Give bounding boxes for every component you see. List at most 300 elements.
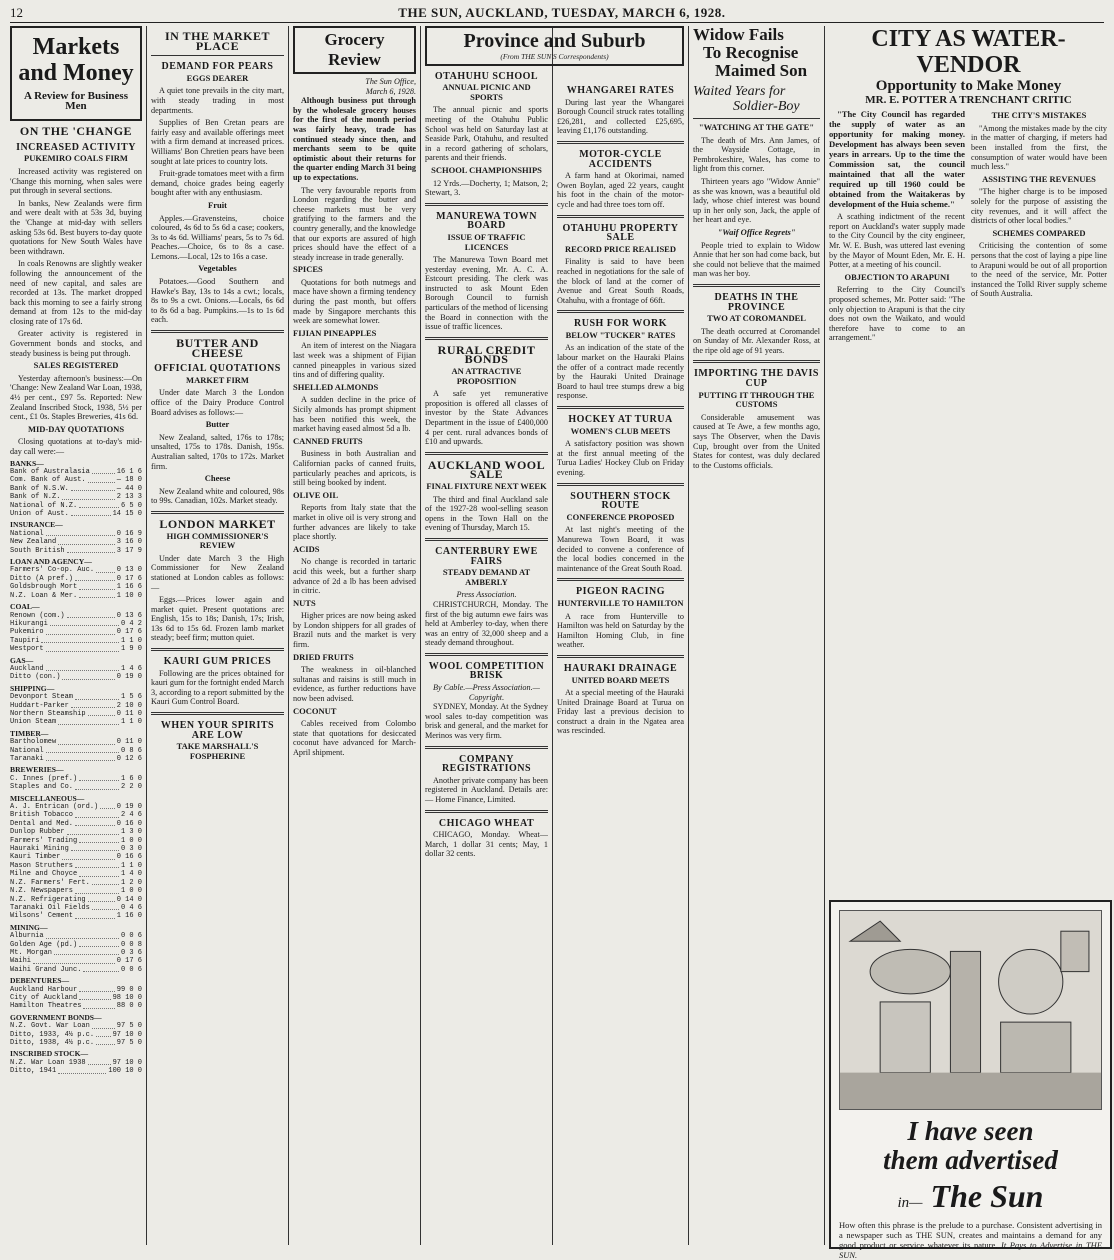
article-subheading: THE CITY'S MISTAKES bbox=[991, 110, 1087, 121]
quote-row bbox=[10, 1002, 142, 1010]
paragraph: The weakness in oil-blanched sultanas and raisins is still much in evidence, as further reductions have now been advised. bbox=[293, 665, 416, 704]
quote-value: 0 17 6 bbox=[116, 957, 142, 966]
article-heading: CHICAGO WHEAT bbox=[438, 817, 535, 829]
article-subheading: FINAL FIXTURE NEXT WEEK bbox=[426, 480, 547, 491]
paragraph: A satisfactory position was shown at the first annual meeting of the Turua Ladies' Hockey Club on Friday evening. bbox=[557, 439, 684, 477]
grocery-headline-box bbox=[293, 26, 416, 74]
article-heading: KAURI GUM PRICES bbox=[163, 656, 272, 668]
quote-value: 99 0 0 bbox=[116, 985, 142, 994]
article-heading: OTAHUHU SCHOOL bbox=[434, 70, 539, 82]
province-subtitle: (From THE SUN'S Correspondents) bbox=[500, 52, 609, 61]
results-heading: SCHOOL CHAMPIONSHIPS bbox=[431, 164, 542, 175]
almonds-heading: SHELLED ALMONDS bbox=[293, 381, 379, 392]
article-heading: CANTERBURY EWE FAIRS bbox=[435, 545, 538, 567]
quote-row bbox=[10, 966, 142, 974]
quote-row bbox=[10, 476, 142, 484]
quote-value: 0 16 9 bbox=[116, 529, 142, 538]
quote-value: 1 3 0 bbox=[120, 828, 142, 837]
quote-row bbox=[10, 583, 142, 591]
quote-row bbox=[10, 566, 142, 574]
paragraph: A race from Hunterville to Hamilton was held on Saturday by the Hamilton Homing Club, in fine weather. bbox=[557, 611, 684, 650]
quote-section-heading: MISCELLANEOUS— bbox=[10, 793, 85, 803]
spices-heading: SPICES bbox=[293, 264, 323, 275]
quote-row bbox=[10, 493, 142, 501]
article-subheading: MARKET FIRM bbox=[186, 374, 249, 385]
quote-name: N.Z. Govt. War Loan bbox=[10, 1022, 90, 1031]
article-heading: MOTOR-CYCLE ACCIDENTS bbox=[579, 148, 662, 170]
paragraph: Under date March 3 the London office of the Dairy Produce Control Board advises as follows:— bbox=[151, 388, 284, 417]
quote-row bbox=[10, 1031, 142, 1039]
quote-name: Taranaki Oil Fields bbox=[10, 903, 90, 912]
water-subtitle: Opportunity to Make Money bbox=[875, 78, 1062, 94]
quote-section-heading: BANKS— bbox=[10, 458, 44, 468]
quote-value: 1 5 6 bbox=[120, 693, 142, 702]
quote-value: 0 17 6 bbox=[116, 628, 142, 637]
article-subheading: "Waif Office Regrets" bbox=[717, 226, 796, 237]
quote-name: Golden Age (pd.) bbox=[10, 940, 78, 949]
article-heading: WHEN YOUR SPIRITS ARE LOW bbox=[160, 720, 275, 741]
article-heading: HOCKEY AT TURUA bbox=[568, 414, 673, 426]
article-heading: LONDON MARKET bbox=[159, 516, 276, 531]
paragraph: CHICAGO, Monday. Wheat—March, 1 dollar 31 cents; May, 1 dollar 32 cents. bbox=[425, 830, 548, 859]
quote-row bbox=[10, 1022, 142, 1030]
quote-name: South British bbox=[10, 546, 65, 555]
quote-row bbox=[10, 986, 142, 994]
quote-name: Farmers' Co-op. Auc. bbox=[10, 566, 95, 575]
quote-section-heading: INSCRIBED STOCK— bbox=[10, 1049, 89, 1059]
quote-value: 16 1 6 bbox=[116, 468, 142, 476]
quote-value: 0 3 0 bbox=[120, 845, 142, 854]
quote-name: Kauri Timber bbox=[10, 853, 61, 862]
quote-value: 0 13 0 bbox=[116, 566, 142, 575]
quote-row bbox=[10, 949, 142, 957]
quote-name: National bbox=[10, 529, 44, 538]
quote-name: British Tobacco bbox=[10, 811, 74, 820]
olive-oil-heading: OLIVE OIL bbox=[293, 489, 339, 500]
quote-value: 1 9 0 bbox=[120, 645, 142, 654]
page-number-right bbox=[1101, 5, 1104, 21]
article-subheading: CONFERENCE PROPOSED bbox=[566, 511, 675, 522]
quote-value: 14 15 0 bbox=[112, 510, 142, 519]
quote-value: 6 5 0 bbox=[120, 501, 142, 510]
paragraph: Reports from Italy state that the market in olive oil is very strong and further advances are likely to take place shortly. bbox=[293, 503, 416, 542]
quote-name: Hamilton Theatres bbox=[10, 1002, 82, 1011]
byline: The Sun Office, bbox=[365, 77, 416, 86]
pineapples-heading: FIJIAN PINEAPPLES bbox=[293, 327, 377, 338]
article-subheading: ISSUE OF TRAFFIC LICENCES bbox=[447, 231, 526, 252]
sun-advertisement[interactable] bbox=[829, 900, 1112, 1260]
acids-heading: ACIDS bbox=[293, 543, 320, 554]
quote-section-heading: DEBENTURES— bbox=[10, 976, 70, 986]
quote-name: Com. Bank of Aust. bbox=[10, 476, 86, 485]
page-number: 12 bbox=[10, 5, 23, 20]
column-rule bbox=[688, 26, 689, 1245]
dried-fruits-heading: DRIED FRUITS bbox=[293, 651, 354, 662]
quote-row bbox=[10, 896, 142, 904]
quote-name: Bank of N.Z. bbox=[10, 493, 61, 502]
article-subheading: RECORD PRICE REALISED bbox=[565, 243, 676, 254]
paragraph: Referring to the City Council's proposed schemes, Mr. Potter said: "The only objection to Arapuni is that the city does not own the Waikato, and would therefore have to come to an arrangement." bbox=[829, 285, 965, 343]
article-subheading: HIGH COMMISSIONER'S REVIEW bbox=[166, 530, 269, 551]
paragraph: A sudden decline in the price of Sicily almonds has prompt shipment has been notified this week, the market having eased almost 5d a lb. bbox=[293, 395, 416, 434]
quote-value: 0 19 0 bbox=[116, 673, 142, 682]
quote-row bbox=[10, 612, 142, 620]
column-rule bbox=[552, 26, 553, 1245]
article-subheading: PUTTING IT THROUGH THE CUSTOMS bbox=[698, 389, 815, 410]
paragraph: A scathing indictment of the recent report on Auckland's water supply made to the City Council by the city engineer, Mr. W. E. Bush, was uttered last evening by the Mayor of Mount Eden, Mr. E. H. Potter, at a meeting of his council. bbox=[829, 212, 965, 270]
sales-heading: SALES REGISTERED bbox=[33, 360, 119, 371]
quote-section-heading: GOVERNMENT BONDS— bbox=[10, 1012, 102, 1022]
quote-value: 0 4 2 bbox=[120, 619, 142, 628]
paragraph: Increased activity was registered on 'Change this morning, when sales were put through in several sections. bbox=[10, 166, 142, 196]
quote-row bbox=[10, 862, 142, 870]
market-place-column bbox=[151, 26, 284, 1245]
quote-row bbox=[10, 887, 142, 895]
quote-name: Alburnia bbox=[10, 932, 44, 941]
quote-name: National of N.Z. bbox=[10, 501, 78, 510]
quote-row bbox=[10, 718, 142, 726]
quote-name: Dunlop Rubber bbox=[10, 828, 65, 837]
quote-row bbox=[10, 665, 142, 673]
quote-row bbox=[10, 828, 142, 836]
paragraph: Under date March 3 the High Commissioner for New Zealand stationed at London cables as follows:— bbox=[151, 553, 284, 592]
quote-row bbox=[10, 912, 142, 920]
quote-section-heading: BREWERIES— bbox=[10, 765, 64, 775]
paragraph: The annual picnic and sports meeting of the Otahuhu Public School was held on Saturday last at Seaside Park, Otahuhu, and resulted in a record gathering of scholars, parents and their friends. bbox=[425, 105, 548, 163]
paragraph: Criticising the contention of some persons that the cost of laying a pipe line to Arapuni would be out of all proportion to the need of the service, Mr. Potter instanced the Tolkl River supply scheme of South Australia. bbox=[971, 241, 1107, 299]
paragraph: Following are the prices obtained for kauri gum for the fortnight ended March 3, according to a report submitted by the Kauri Gum Control Board. bbox=[151, 668, 284, 707]
quote-name: New Zealand bbox=[10, 538, 57, 547]
paragraph: A quiet tone prevails in the city mart, with steady trading in most departments. bbox=[151, 86, 284, 115]
quote-name: Dental and Med. bbox=[10, 819, 74, 828]
quote-row bbox=[10, 811, 142, 819]
quote-row bbox=[10, 673, 142, 681]
quote-name: Mt. Morgan bbox=[10, 948, 53, 957]
quote-name: Union of Aust. bbox=[10, 510, 69, 519]
cheese-heading: Cheese bbox=[204, 473, 231, 484]
canned-fruits-heading: CANNED FRUITS bbox=[293, 435, 363, 446]
quote-row bbox=[10, 941, 142, 949]
paragraph: The very favourable reports from London regarding the butter and cheese markets must be very gratifying to the farmers and the country generally, and the knowledge that our exports are assured of high prices should have the effect of a steady increase in trade generally. bbox=[293, 185, 416, 262]
quote-name: Milne and Choyce bbox=[10, 870, 78, 879]
article-subheading: BELOW "TUCKER" RATES bbox=[565, 329, 676, 340]
quote-name: Ditto (con.) bbox=[10, 673, 61, 682]
article-subheading: HUNTERVILLE TO HAMILTON bbox=[557, 597, 684, 608]
ad-copy: How often this phrase is the prelude to a purchase. Consistent advertising in a newspaper such as THE SUN, creates and maintains a demand for any good product or service whatever its nature. It Pays to Advertise in THE SUN. bbox=[839, 1220, 1103, 1260]
paragraph: New Zealand white and coloured, 98s to 99s. Canadian, 102s. Market steady. bbox=[151, 486, 284, 506]
quote-value: 1 2 0 bbox=[120, 878, 142, 887]
quote-row bbox=[10, 994, 142, 1002]
quotations-table bbox=[10, 460, 142, 1076]
article-heading: WHANGAREI RATES bbox=[566, 85, 675, 96]
article-subheading: TWO AT COROMANDEL bbox=[707, 313, 806, 324]
quote-name: Goldsbrough Mort bbox=[10, 583, 78, 592]
paragraph: No change is recorded in tartaric acid this week, but a further sharp advance of 2d a lb has been advised in citric. bbox=[293, 557, 416, 596]
quote-name: N.Z. Refrigerating bbox=[10, 895, 86, 904]
article-heading: WOOL COMPETITION BRISK bbox=[428, 660, 545, 682]
quote-value: 2 4 6 bbox=[120, 811, 142, 820]
quote-section-heading: MINING— bbox=[10, 922, 48, 932]
quote-row bbox=[10, 538, 142, 546]
quote-row bbox=[10, 530, 142, 538]
quote-value: 1 16 6 bbox=[116, 583, 142, 592]
article-subheading: ANNUAL PICNIC AND SPORTS bbox=[442, 82, 531, 102]
article-heading: OTAHUHU PROPERTY SALE bbox=[562, 222, 679, 244]
quote-value: 0 13 6 bbox=[116, 611, 142, 620]
province-column-right bbox=[557, 80, 684, 1245]
article-heading: DEATHS IN THE PROVINCE bbox=[714, 291, 799, 313]
article-heading: AUCKLAND WOOL SALE bbox=[427, 457, 546, 482]
quote-name: Taranaki bbox=[10, 755, 44, 763]
quote-row bbox=[10, 645, 142, 653]
article-subheading: TAKE MARSHALL'S FOSPHERINE bbox=[176, 741, 259, 761]
quote-row bbox=[10, 1039, 142, 1047]
paragraph: The death occurred at Coromandel on Sunday of Mr. Alexander Ross, at the ripe old age of 91 years. bbox=[693, 326, 820, 355]
article-heading: COMPANY REGISTRATIONS bbox=[441, 753, 532, 775]
quote-name: National bbox=[10, 746, 44, 755]
province-title: Province and Suburb bbox=[463, 30, 646, 52]
column-rule bbox=[288, 26, 289, 1245]
quote-value: 0 16 0 bbox=[116, 819, 142, 828]
paragraph: "Among the mistakes made by the city in the matter of charging, if meters had been installed from the first, the consumption of water would have been much less." bbox=[971, 123, 1107, 172]
coconut-heading: COCONUT bbox=[293, 705, 337, 716]
quote-name: Farmers' Trading bbox=[10, 836, 78, 845]
quote-name: Pukemiro bbox=[10, 628, 44, 637]
paragraph: CHRISTCHURCH, Monday. The first of the big autumn ewe fairs was held at Amberley to-day, when there was an entry of 32,000 sheep and a steady demand throughout. bbox=[425, 599, 548, 648]
quote-row bbox=[10, 628, 142, 636]
quote-name: Hauraki Mining bbox=[10, 845, 69, 854]
article-heading: SOUTHERN STOCK ROUTE bbox=[570, 490, 671, 512]
markets-headline-box bbox=[10, 26, 142, 121]
quote-value: 0 11 0 bbox=[116, 709, 142, 718]
paragraph: Potatoes.—Good Southern and Hawke's Bay, 13s to 14s a cwt.; locals, 8s to 9s a cwt. Onions.—Locals, 6s 6d to 8s 6d a bag. Pumpkins.—1s to 1s 6d each. bbox=[151, 277, 284, 325]
quote-value: 0 0 6 bbox=[120, 965, 142, 974]
quote-name: Waihi Grand Junc. bbox=[10, 965, 82, 974]
paragraph: During last year the Whangarei Borough Council struck rates totalling £26,281, and collected £25,695, leaving £1,176 outstanding. bbox=[557, 97, 684, 136]
dateline: March 6, 1928. bbox=[365, 86, 416, 96]
quote-row bbox=[10, 904, 142, 912]
quote-name: Ditto, 1938, 4½ p.c. bbox=[10, 1039, 95, 1047]
quote-name: Wilsons' Cement bbox=[10, 912, 74, 921]
paragraph: Thirteen years ago "Widow Annie" as she was known, was a beautiful old lady, whose chief interest was bound up in her only son, Jack, the apple of her heart and eye. bbox=[693, 176, 820, 225]
masthead-title: THE SUN, AUCKLAND, TUESDAY, MARCH 6, 1928. bbox=[398, 5, 726, 20]
paragraph: A farm hand at Okorimai, named Owen Boylan, aged 22 years, caught his foot in the chain of the motor-cycle and had three toes torn off. bbox=[557, 171, 684, 209]
paragraph: In banks, New Zealands were firm and were dealt with at 53s 3d, buying the 'Change at mid-day with sellers asking 53s 6d. Best buyers to-day quote quotations for New South Wales have been withdrawn. bbox=[10, 198, 142, 256]
quote-value: 98 10 0 bbox=[112, 993, 142, 1002]
quote-name: Mason Struthers bbox=[10, 861, 74, 870]
quote-section-heading: SHIPPING— bbox=[10, 683, 55, 693]
quote-name: Huddart-Parker bbox=[10, 701, 69, 710]
quote-value: 0 0 6 bbox=[120, 932, 142, 941]
quote-name: Hikurangi bbox=[10, 619, 48, 628]
quote-row bbox=[10, 783, 142, 791]
widow-column bbox=[693, 26, 820, 1245]
paragraph: The third and final Auckland sale of the 1927-28 wool-selling season opens in the Town Hall on the evening of Thursday, March 15. bbox=[425, 494, 548, 533]
quote-row bbox=[10, 738, 142, 746]
quote-name: N.Z. Loan & Mer. bbox=[10, 591, 78, 600]
quote-section-heading: COAL— bbox=[10, 602, 40, 612]
quote-row bbox=[10, 803, 142, 811]
masthead bbox=[10, 4, 1104, 23]
quote-section-heading: GAS— bbox=[10, 655, 34, 665]
quote-row bbox=[10, 755, 142, 763]
quote-row bbox=[10, 957, 142, 965]
paragraph: The death of Mrs. Ann James, of the Wayside Cottage, in Pembrokeshire, Wales, has come to light from this corner. bbox=[693, 135, 820, 174]
quote-name: A. J. Entrican (ord.) bbox=[10, 803, 99, 812]
quote-name: Taupiri bbox=[10, 636, 40, 645]
paragraph: Although business put through by the wholesale grocery houses for the first of the month period was fairly heavy, trade has continued steady since then, and merchants seem to be quite optimistic about their returns for the quarter ending March 31 being up to expectations. bbox=[293, 96, 416, 182]
column-rule bbox=[824, 26, 825, 1245]
quote-value: 0 3 6 bbox=[120, 948, 142, 957]
quote-value: 97 5 0 bbox=[116, 1022, 142, 1031]
paragraph: Business in both Australian and Californian packs of canned fruits, particularly peaches and apricots, is still being booked by indent. bbox=[293, 449, 416, 488]
quote-name: Devonport Steam bbox=[10, 693, 74, 702]
paragraph: Another private company has been registered in Auckland. Details are:— Home Finance, Limited. bbox=[425, 775, 548, 804]
quote-value: 0 14 0 bbox=[116, 895, 142, 904]
article-subheading: UNITED BOARD MEETS bbox=[571, 674, 670, 685]
quote-row bbox=[10, 637, 142, 645]
paragraph: In coals Renowns are slightly weaker following the announcement of the need of new capital, and sales are recorded at 13s. The market dropped back this morning to see a fairly strong demand at from 12s to the mid-day closing rate of 17s 6d. bbox=[10, 259, 142, 326]
widow-subheadline: Waited Years for Soldier-Boy bbox=[693, 84, 800, 114]
quote-value: 0 12 6 bbox=[116, 755, 142, 763]
quote-row bbox=[10, 485, 142, 493]
article-heading: HAURAKI DRAINAGE bbox=[563, 662, 678, 674]
paragraph: Apples.—Gravensteins, choice coloured, 4s 6d to 5s 6d a case; cookers, 3s to 4s 6d. Williams' pears, 5s to 7s 6d. Peaches.—Choice, 6s to 8s a case. Lemons.—Local, 12s to 16s a case. bbox=[151, 213, 284, 261]
quote-value: 97 5 0 bbox=[116, 1039, 142, 1047]
quote-value: 1 0 0 bbox=[120, 887, 142, 896]
quote-row bbox=[10, 547, 142, 555]
article-heading: IN THE MARKET PLACE bbox=[165, 29, 270, 53]
quote-value: 2 2 0 bbox=[120, 783, 142, 792]
article-subheading: OFFICIAL QUOTATIONS bbox=[154, 363, 281, 375]
paragraph: Quotations for both nutmegs and mace have shown a firming tendency during the past month, but offers made by Singapore merchants this week are somewhat lower. bbox=[293, 277, 416, 326]
quote-value: 88 0 0 bbox=[116, 1002, 142, 1011]
paragraph: Higher prices are now being asked by London shippers for all grades of Brazil nuts and the market is very firm. bbox=[293, 611, 416, 650]
column-rule bbox=[146, 26, 147, 1245]
water-vendor-column bbox=[829, 26, 1108, 895]
quote-value: 0 19 0 bbox=[116, 803, 142, 812]
water-subtitle-2: MR. E. POTTER A TRENCHANT CRITIC bbox=[865, 93, 1072, 106]
paragraph: Eggs.—Prices lower again and market quiet. Present quotations are: English, 15s to 18s; Danish, 17s; Irish, 13s 6d to 15s 6d. Frozen lamb market steady; beef firm; mutton quiet. bbox=[151, 595, 284, 643]
quote-row bbox=[10, 853, 142, 861]
quote-value: 97 10 0 bbox=[112, 1030, 142, 1039]
quote-row bbox=[10, 1067, 142, 1075]
paragraph: Supplies of Ben Cretan pears are fairly easy and available offerings meet with a firm demand at increased prices. Williams' Bon Chretien pears have been sought at late prices to country lots. bbox=[151, 118, 284, 166]
quote-value: 2 13 3 bbox=[116, 493, 142, 502]
quote-value: 1 1 0 bbox=[120, 861, 142, 870]
paragraph: A safe yet remunerative proposition is offered all classes of investor by the State Advances Department in the issue of £400,000 4 per cent. rural advances bonds of £10 and upwards. bbox=[425, 389, 548, 447]
quote-value: 1 0 0 bbox=[120, 836, 142, 845]
quote-value: — 18 0 bbox=[116, 476, 142, 485]
article-subheading: DEMAND FOR PEARS bbox=[161, 61, 274, 73]
quote-row bbox=[10, 468, 142, 476]
paragraph: As an indication of the state of the labour market on the Hauraki Plains the offer of a contract made recently by the Hauraki United Drainage Board to haul tree stumps drew a big response. bbox=[557, 343, 684, 401]
article-heading: RURAL CREDIT BONDS bbox=[437, 342, 536, 367]
paragraph: People tried to explain to Widow Annie that her son had come back, but she could not believe that the maimed man was her boy. bbox=[693, 240, 820, 279]
paragraph: The Manurewa Town Board met yesterday evening, Mr. A. C. A. Estcourt presiding. The clerk was instructed to ask Mount Eden Borough Council to furnish particulars of the method of licensing the Board in connection with the issue of traffic licences. bbox=[425, 255, 548, 332]
quote-name: Staples and Co. bbox=[10, 783, 74, 792]
ad-slogan: I have seen them advertised bbox=[883, 1116, 1058, 1175]
quote-row bbox=[10, 710, 142, 718]
quote-value: 2 10 0 bbox=[116, 701, 142, 710]
ad-tagline: It Pays to Advertise in THE SUN. bbox=[839, 1240, 1103, 1260]
quote-name: Auckland Harbour bbox=[10, 985, 78, 994]
quote-value: 0 4 6 bbox=[120, 903, 142, 912]
quote-row bbox=[10, 870, 142, 878]
quote-value: 97 10 0 bbox=[112, 1058, 142, 1067]
grocery-column bbox=[293, 26, 416, 1245]
quote-name: N.Z. Farmers' Fert. bbox=[10, 878, 90, 887]
quote-value: 1 1 0 bbox=[120, 636, 142, 645]
article-heading: INCREASED ACTIVITY bbox=[16, 141, 136, 153]
article-subheading: PUKEMIRO COALS FIRM bbox=[24, 153, 128, 164]
quote-row bbox=[10, 620, 142, 628]
paragraph: At last night's meeting of the Manurewa Town Board, it was decided to convene a conference of the local bodies concerned in the maintenance of the Great South Road. bbox=[557, 525, 684, 573]
paragraph: At a special meeting of the Hauraki United Drainage Board at Turua on Friday last a previous decision to construct a drain in the Ngatea area was rescinded. bbox=[557, 688, 684, 736]
quote-row bbox=[10, 592, 142, 600]
quote-section-heading: INSURANCE— bbox=[10, 520, 63, 530]
article-subheading: AN ATTRACTIVE PROPOSITION bbox=[451, 366, 522, 386]
byline: By Cable.—Press Association.—Copyright. bbox=[433, 683, 540, 702]
quote-name: Union Steam bbox=[10, 718, 57, 727]
quote-name: Westport bbox=[10, 645, 44, 654]
article-subheading: "WATCHING AT THE GATE" bbox=[698, 122, 815, 132]
paragraph: An item of interest on the Niagara last week was a shipment of Fijian canned pineapples in various sized tins and of differing quality. bbox=[293, 341, 416, 380]
widow-headline: Widow Fails To Recognise Maimed Son bbox=[693, 25, 808, 80]
quote-value: 0 0 8 bbox=[120, 940, 142, 949]
quote-row bbox=[10, 575, 142, 583]
markets-subtitle: A Review for Business Men bbox=[24, 90, 128, 112]
byline: Press Association. bbox=[456, 590, 517, 600]
quote-name: Bartholomew bbox=[10, 738, 57, 747]
quote-value: 1 1 0 bbox=[120, 718, 142, 727]
quote-section-heading: LOAN AND AGENCY— bbox=[10, 557, 92, 567]
quote-value: 3 16 0 bbox=[116, 538, 142, 547]
article-heading: BUTTER AND CHEESE bbox=[176, 336, 259, 360]
quote-value: 100 10 0 bbox=[108, 1067, 142, 1076]
paragraph: Greater activity is registered in Government bonds and stocks, and steady business is being put through. bbox=[10, 329, 142, 358]
article-subheading: WOMEN'S CLUB MEETS bbox=[570, 425, 671, 436]
paragraph: "The higher charge is to be imposed solely for the purpose of assisting the city revenues, and it will affect the districts of other local bodies." bbox=[971, 187, 1107, 226]
paragraph: New Zealand, salted, 176s to 178s; unsalted, 175s to 178s. Danish, 195s. Australian salted, 170s to 172s. Market firm. bbox=[151, 432, 284, 471]
grocery-title: Grocery Review bbox=[324, 30, 385, 69]
quote-name: Renown (com.) bbox=[10, 611, 65, 620]
ad-illustration bbox=[839, 910, 1102, 1110]
quote-value: 1 16 0 bbox=[116, 912, 142, 921]
quote-name: Ditto, 1933, 4½ p.c. bbox=[10, 1030, 95, 1039]
quote-row bbox=[10, 837, 142, 845]
ad-illustration-icon bbox=[840, 911, 1101, 1109]
quote-value: 0 8 6 bbox=[120, 746, 142, 755]
quote-name: City of Auckland bbox=[10, 993, 78, 1002]
section-heading: ON THE 'CHANGE bbox=[19, 124, 133, 139]
vegetables-heading: Vegetables bbox=[198, 263, 237, 274]
quote-value: 1 6 0 bbox=[120, 774, 142, 783]
quote-name: Waihi bbox=[10, 957, 32, 966]
paragraph: Closing quotations at to-day's mid-day call were:— bbox=[10, 437, 142, 456]
quote-value: 1 10 0 bbox=[116, 591, 142, 600]
quote-name: Northern Steamship bbox=[10, 709, 86, 718]
nuts-heading: NUTS bbox=[293, 597, 316, 608]
quote-name: N.Z. Newspapers bbox=[10, 887, 74, 896]
pull-quote: "The City Council has regarded the supply of water as an opportunity for making money. Development has always been seven years in arrears. Up to the time the Commission sat, the council maintained that all the water required up till 1960 could be obtained from the Waitakeras by development of the Huia scheme." bbox=[829, 109, 965, 210]
article-heading: RUSH FOR WORK bbox=[574, 318, 667, 330]
markets-title: Markets and Money bbox=[18, 34, 134, 86]
article-subheading: EGGS DEARER bbox=[186, 72, 249, 83]
quote-value: 1 4 6 bbox=[120, 664, 142, 673]
quote-value: — 44 0 bbox=[116, 484, 142, 493]
quote-row bbox=[10, 932, 142, 940]
